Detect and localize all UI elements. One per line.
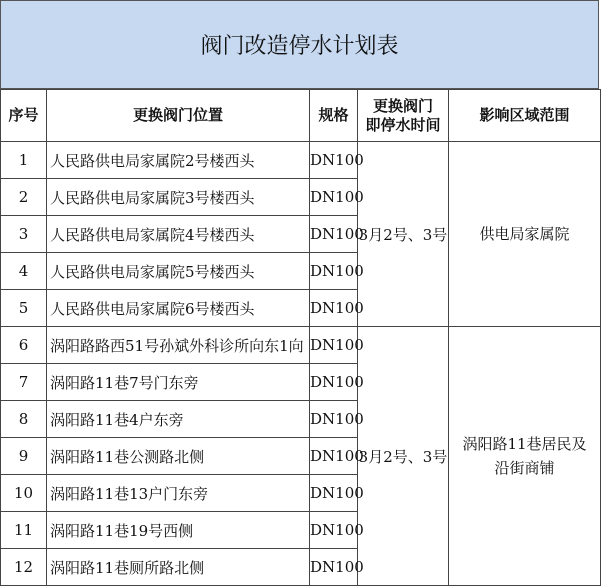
valve-location: 人民路供电局家属院3号楼西头 xyxy=(47,179,310,216)
header-area: 影响区域范围 xyxy=(449,90,601,142)
valve-spec: DN100 xyxy=(310,290,358,327)
affected-area: 供电局家属院 xyxy=(449,142,601,327)
header-spec: 规格 xyxy=(310,90,358,142)
valve-spec: DN100 xyxy=(310,401,358,438)
header-time-line2: 即停水时间 xyxy=(365,115,441,134)
valve-location: 涡阳路11巷7号门东旁 xyxy=(47,364,310,401)
header-location: 更换阀门位置 xyxy=(47,90,310,142)
valve-spec: DN100 xyxy=(310,142,358,179)
valve-spec: DN100 xyxy=(310,512,358,549)
valve-location: 涡阳路11巷13户门东旁 xyxy=(47,475,310,512)
table-row xyxy=(1,327,601,364)
header-time-line1: 更换阀门 xyxy=(372,96,433,115)
valve-spec: DN100 xyxy=(310,364,358,401)
valve-spec: DN100 xyxy=(310,253,358,290)
valve-spec: DN100 xyxy=(310,549,358,586)
row-number: 12 xyxy=(1,549,47,586)
row-number: 1 xyxy=(1,142,47,179)
valve-plan-table xyxy=(0,89,601,586)
valve-spec: DN100 xyxy=(310,438,358,475)
row-number: 2 xyxy=(1,179,47,216)
valve-spec: DN100 xyxy=(310,475,358,512)
row-number: 6 xyxy=(1,327,47,364)
valve-location: 涡阳路11巷4户东旁 xyxy=(47,401,310,438)
row-number: 10 xyxy=(1,475,47,512)
valve-location: 涡阳路11巷公测路北侧 xyxy=(47,438,310,475)
table-title: 阀门改造停水计划表 xyxy=(0,0,599,89)
valve-location: 人民路供电局家属院2号楼西头 xyxy=(47,142,310,179)
table-row xyxy=(1,142,601,179)
valve-location: 人民路供电局家属院6号楼西头 xyxy=(47,290,310,327)
row-number: 9 xyxy=(1,438,47,475)
valve-location: 人民路供电局家属院5号楼西头 xyxy=(47,253,310,290)
valve-spec: DN100 xyxy=(310,216,358,253)
valve-location: 涡阳路11巷厕所路北侧 xyxy=(47,549,310,586)
row-number: 5 xyxy=(1,290,47,327)
affected-area: 涡阳路11巷居民及沿街商铺 xyxy=(449,327,601,586)
row-number: 3 xyxy=(1,216,47,253)
valve-spec: DN100 xyxy=(310,327,358,364)
shutoff-time: 3月2号、3号 xyxy=(358,327,449,586)
header-row xyxy=(1,90,601,142)
row-number: 11 xyxy=(1,512,47,549)
row-number: 8 xyxy=(1,401,47,438)
valve-location: 涡阳路路西51号孙斌外科诊所向东1向 xyxy=(47,327,310,364)
valve-location: 人民路供电局家属院4号楼西头 xyxy=(47,216,310,253)
row-number: 4 xyxy=(1,253,47,290)
header-no: 序号 xyxy=(1,90,47,142)
valve-location: 涡阳路11巷19号西侧 xyxy=(47,512,310,549)
valve-spec: DN100 xyxy=(310,179,358,216)
shutoff-time: 3月2号、3号 xyxy=(358,142,449,327)
header-time xyxy=(358,90,449,142)
row-number: 7 xyxy=(1,364,47,401)
